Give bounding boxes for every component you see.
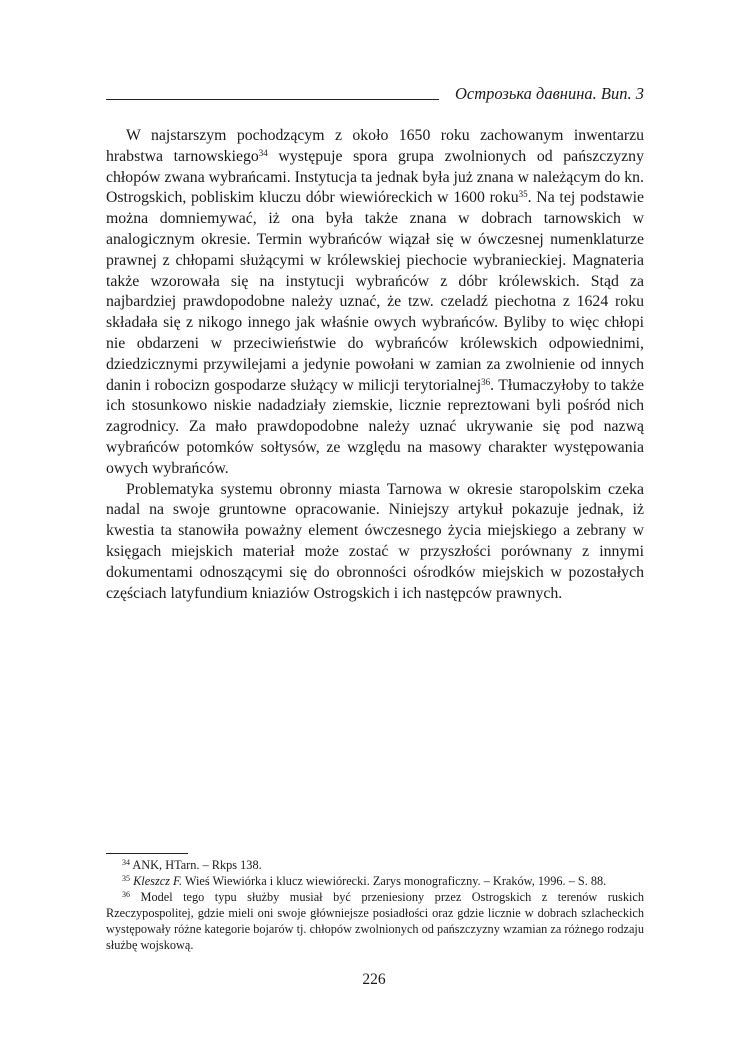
text-segment: . Tłumaczyłoby to także ich stosunkowo niskie nadadziały ziemskie, licznie repreztowani byli pośród nich zagrodnicy. Za mało prawdopodobne należy uznać ukrywanie się pod nazwą wybrańców potomków sołtysów, ze względu na masowy charakter występowania owych wybrańców.: [106, 376, 644, 477]
footnote-ref-34: 34: [258, 147, 268, 158]
footnote-34: [106, 857, 644, 873]
text-segment: występuje spora grupa zwolnionych od pańszczyzny chłopów zwana wybrańcami. Instytucja ta jednak była już znana w należącym do kn. Ostrogskich, pobliskim kluczu dóbr wiewióreckich w 1600 roku: [106, 147, 644, 207]
footnote-number: 34: [122, 858, 130, 867]
page-number: 226: [362, 971, 386, 988]
footnote-separator: [106, 853, 188, 854]
text-segment: Problematyka systemu obronny miasta Tarnowa w okresie staropolskim czeka nadal na swoje gruntowne opracowanie. Niniejszy artykuł pokazuje jednak, iż kwestia ta stanowiła poważny element ówczesnego życia miejskiego a zebrany w księgach miejskich materiał może zostać w przyszłości porównany z innymi dokumentami odnoszącymi się do obronności ośrodków miejskich w pozostałych częściach latyfundium kniaziów Ostrogskich i ich następców prawnych.: [106, 480, 644, 602]
running-header: [106, 84, 644, 104]
body-text: [106, 126, 644, 604]
footnote-35: [106, 873, 644, 889]
footnote-number: 36: [122, 890, 130, 899]
text-segment: W najstarszym pochodzącym z około 1650 roku zachowanym inwentarzu hrabstwa tarnowskiego: [106, 127, 644, 165]
footnote-text: ANK, HTarn. – Rkps 138.: [132, 858, 262, 872]
paragraph: [106, 480, 644, 605]
paragraph: [106, 126, 644, 480]
footnote-ref-35: 35: [518, 189, 528, 200]
footnotes: [106, 857, 644, 953]
footnote-text: Model tego typu służby musiał być przeniesiony przez Ostrogskich z terenów ruskich Rzeczypospolitej, gdzie mieli oni swoje główniejsze posiadłości oraz gdzie licznie w dobrach szlacheckich występowały różne kategorie bojarów tj. chłopów zwolnionych od pańszczyzny wzamian za różnego rodzaju służbę wojskową.: [106, 890, 645, 952]
running-title: Острозька давнина. Вип. 3: [454, 84, 644, 103]
text-segment: . Na tej podstawie można domniemywać, iż ona była także znana w dobrach tarnowskich w analogicznym okresie. Termin wybrańców wiązał się w ówczesnej numenklaturze prawnej z chłopami służącymi w królewskiej piechocie wybranieckiej. Magnateria także wzorowała się na instytucji wybrańców z dóbr królewskich. Stąd za najbardziej prawdopodobne należy uznać, że tzw. czeladź piechotna z 1624 roku składała się z nikogo innego jak właśnie owych wybrańców. Byliby to więc chłopi nie obdarzeni w przeciwieństwie do wybrańców królewskich odpowiednimi, dziedzicznymi przywilejami a jedynie powołani w zamian za zwolnienie od innych danin i robocizn gospodarze służący w milicji terytorialnej: [106, 189, 645, 394]
header-rule: [106, 99, 439, 100]
footnote-text: Wieś Wiewiórka i klucz wiewiórecki. Zarys monograficzny. – Kraków, 1996. – S. 88.: [182, 874, 607, 888]
footnote-number: 35: [122, 874, 130, 883]
footnote-ref-36: 36: [481, 376, 491, 387]
footnote-author: Kleszcz F.: [133, 874, 183, 888]
footnote-36: [106, 889, 644, 953]
